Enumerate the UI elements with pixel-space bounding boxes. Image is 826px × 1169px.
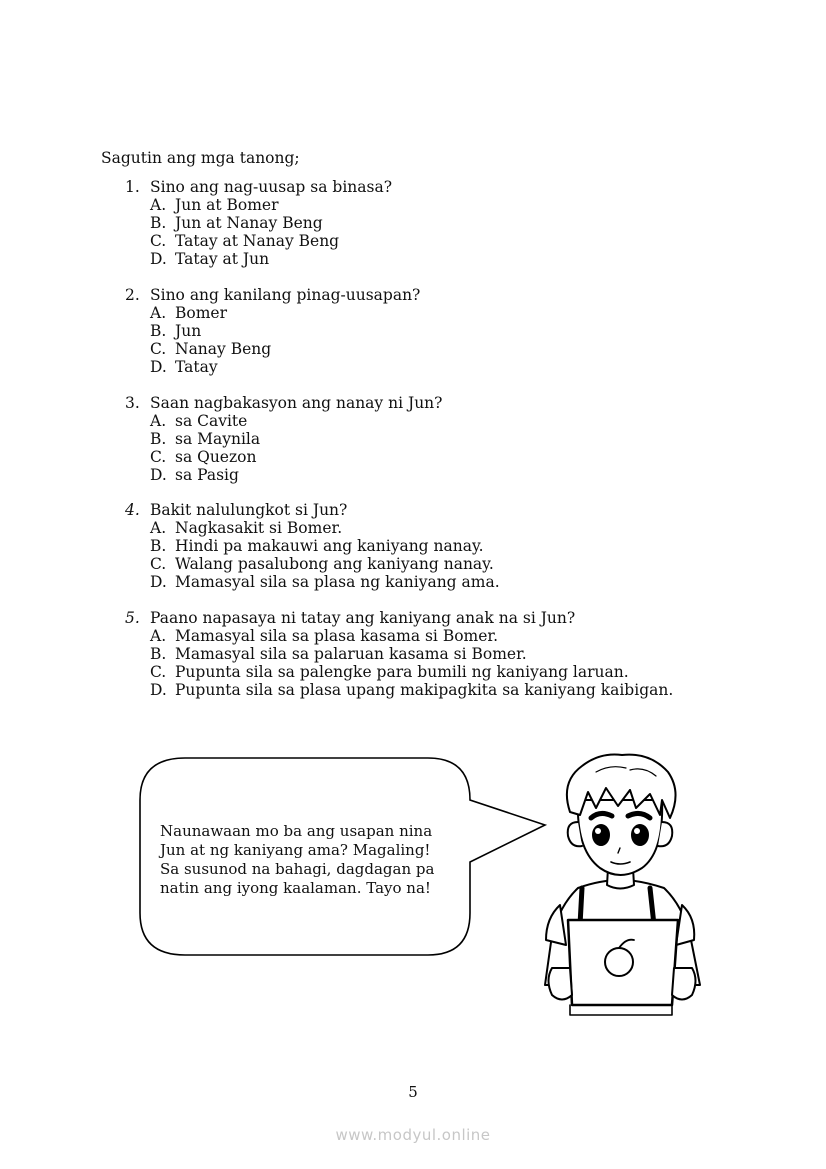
speech-line: Sa susunod na bahagi, dagdagan pa	[160, 860, 435, 878]
choice: D. sa Pasig	[150, 466, 239, 484]
question-number: 5.	[125, 609, 140, 627]
choice: C. Walang pasalubong ang kaniyang nanay.	[150, 555, 494, 573]
question-text: Paano napasaya ni tatay ang kaniyang anak na si Jun?	[150, 609, 576, 627]
choice: C. Nanay Beng	[150, 340, 272, 358]
question-number: 4.	[125, 501, 140, 519]
choice: A. Mamasyal sila sa plasa kasama si Bomer.	[150, 627, 499, 645]
speech-line: natin ang iyong kaalaman. Tayo na!	[160, 879, 431, 897]
speech-bubble-text	[160, 822, 460, 898]
page-number: 5	[408, 1083, 418, 1101]
choice: B. Jun	[150, 322, 202, 340]
question-number: 1.	[125, 178, 140, 196]
choice: A. Nagkasakit si Bomer.	[150, 519, 343, 537]
choice: D. Mamasyal sila sa plasa ng kaniyang ama.	[150, 573, 500, 591]
question-text: Sino ang kanilang pinag-uusapan?	[150, 286, 421, 304]
choice: B. Mamasyal sila sa palaruan kasama si Bomer.	[150, 645, 527, 663]
question-text: Sino ang nag-uusap sa binasa?	[150, 178, 393, 196]
choice: A. sa Cavite	[150, 412, 248, 430]
question-number: 2.	[125, 286, 140, 304]
choice: B. sa Maynila	[150, 430, 261, 448]
boy-illustration	[545, 754, 700, 1015]
choice: B. Jun at Nanay Beng	[150, 214, 323, 232]
choice: C. Pupunta sila sa palengke para bumili ng kaniyang laruan.	[150, 663, 629, 681]
choice: B. Hindi pa makauwi ang kaniyang nanay.	[150, 537, 484, 555]
speech-line: Jun at ng kaniyang ama? Magaling!	[160, 841, 431, 859]
choice: A. Bomer	[150, 304, 228, 322]
choice: D. Pupunta sila sa plasa upang makipagkita sa kaniyang kaibigan.	[150, 681, 674, 699]
question-number: 3.	[125, 394, 140, 412]
choice: C. Tatay at Nanay Beng	[150, 232, 340, 250]
choice: D. Tatay	[150, 358, 218, 376]
instructions: Sagutin ang mga tanong;	[101, 149, 300, 167]
choice: C. sa Quezon	[150, 448, 257, 466]
choice: D. Tatay at Jun	[150, 250, 270, 268]
question-text: Bakit nalulungkot si Jun?	[150, 501, 348, 519]
choice: A. Jun at Bomer	[150, 196, 279, 214]
speech-line: Naunawaan mo ba ang usapan nina	[160, 822, 433, 840]
question-text: Saan nagbakasyon ang nanay ni Jun?	[150, 394, 443, 412]
watermark: www.modyul.online	[335, 1126, 491, 1144]
